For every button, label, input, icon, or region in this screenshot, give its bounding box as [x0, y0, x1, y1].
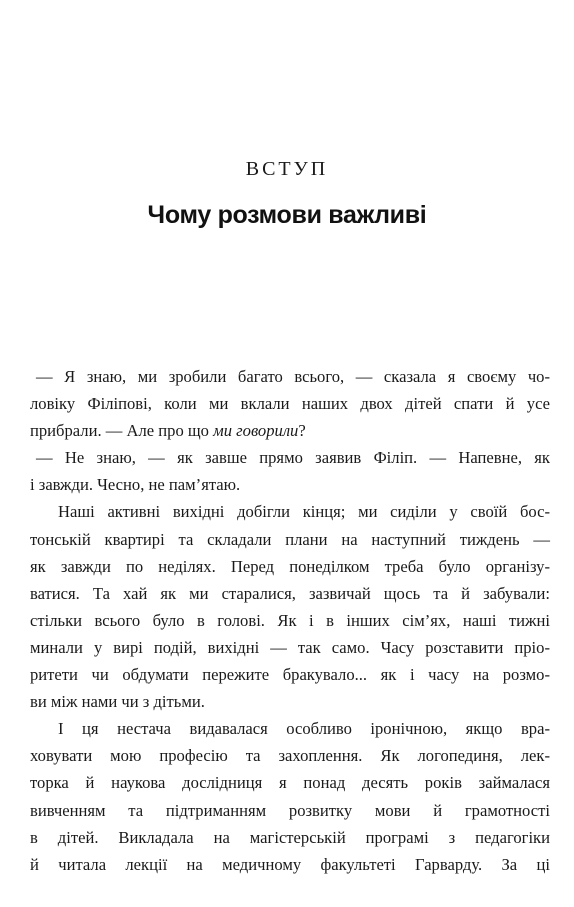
text-line: й читала лекції на медичному факультеті Гарварду. За ці [30, 854, 550, 874]
text-line: Наші активні вихідні добігли кінця; ми сиділи у своїй бос- [58, 502, 550, 522]
text-line: І ця нестача видавалася особливо іронічною, якщо вра- [58, 719, 550, 739]
emphasis-text: ми говорили [213, 421, 299, 441]
text-line: і завжди. Чесно, не пам’ятаю. [30, 475, 241, 495]
text-line: ловіку Філіпові, коли ми вклали наших двох дітей спати й усе [30, 394, 550, 414]
text-line: ватися. Та хай як ми старалися, зазвичай щось та й забували: [30, 583, 550, 603]
text-span: ? [298, 421, 306, 441]
text-line: ховувати мою професію та захоплення. Як логопединя, лек- [30, 746, 550, 766]
text-line: торка й наукова дослідниця я понад десять років займалася [30, 773, 550, 793]
text-line: — Я знаю, ми зробили багато всього, — сказала я своєму чо- [36, 367, 550, 386]
text-line: як завжди по неділях. Перед понеділком треба було організу- [30, 556, 550, 576]
text-line: вивченням та підтриманням розвитку мови й грамотності [30, 800, 550, 820]
text-line: тонській квартирі та складали плани на наступний тиждень — [30, 529, 550, 549]
chapter-title: Чому розмови важливі [147, 201, 427, 229]
text-line: — Не знаю, — як завше прямо заявив Філіп. — Напевне, як [36, 448, 550, 468]
chapter-label: ВСТУП [245, 158, 329, 180]
body-text [30, 363, 550, 878]
text-line: в дітей. Викладала на магістерській програмі з педагогіки [30, 827, 550, 847]
text-line: ви між нами чи з дітьми. [30, 692, 205, 712]
text-line [30, 417, 550, 444]
text-line: минали у вирі подій, вихідні — так само. Часу розставити пріо- [30, 637, 550, 657]
text-line: ритети чи обдумати пережите бракувало... як і часу на розмо- [30, 665, 550, 685]
text-line: стільки всього було в голові. Як і в інших сім’ях, наші тижні [30, 610, 550, 630]
text-span: прибрали. — Але про що [30, 421, 214, 441]
